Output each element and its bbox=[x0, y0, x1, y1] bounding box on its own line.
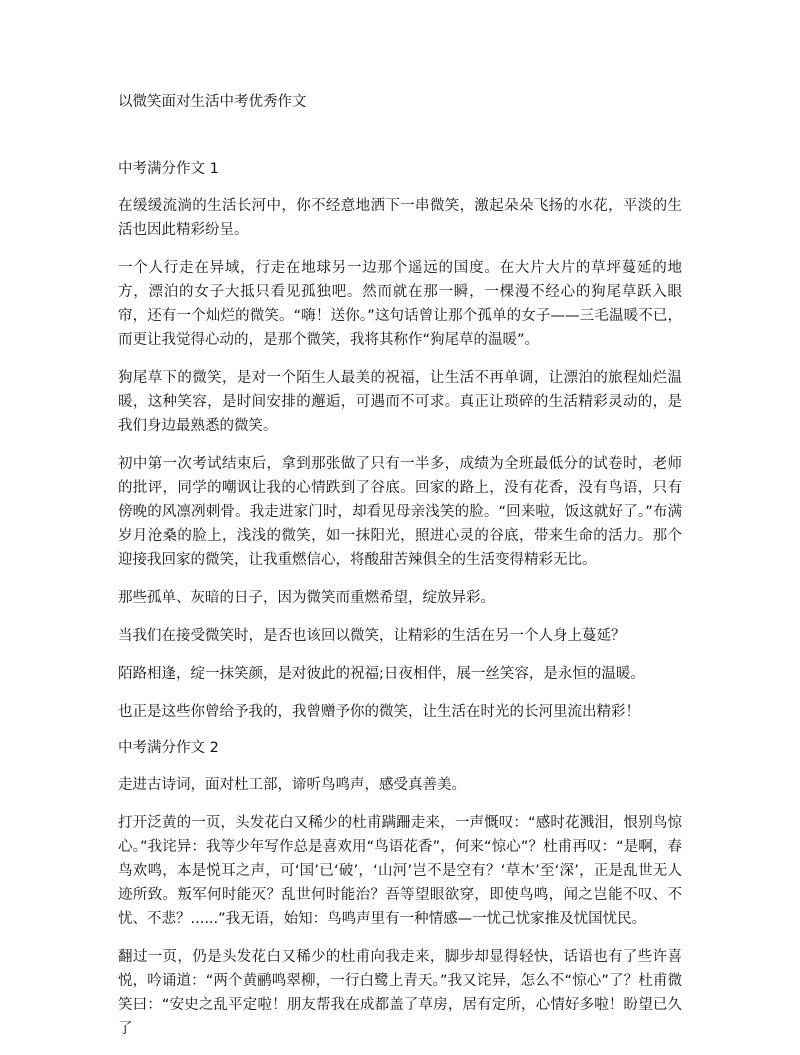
paragraph: 一个人行走在异域，行走在地球另一边那个遥远的国度。在大片大片的草坪蔓延的地方，漂泊的女子大抵只看见孤独吧。然而就在那一瞬，一棵漫不经心的狗尾草跃入眼帘，还有一个灿烂的微笑。“嗨！送你。”这句话曾让那个孤单的女子——三毛温暖不已，而更让我觉得心动的，是那个微笑，我将其称作“狗尾草的温暖”。 bbox=[118, 260, 682, 348]
section-heading: 中考满分作文 2 bbox=[118, 740, 219, 756]
paragraph: 那些孤单、灰暗的日子，因为微笑而重燃希望，绽放异彩。 bbox=[118, 590, 495, 606]
paragraph: 狗尾草下的微笑，是对一个陌生人最美的祝福，让生活不再单调，让漂泊的旅程灿烂温暖，这种笑容，是时间安排的邂逅，可遇而不可求。真正让琐碎的生活精彩灵动的，是我们身边最熟悉的微笑。 bbox=[118, 370, 682, 434]
paragraph: 当我们在接受微笑时，是否也该回以微笑，让精彩的生活在另一个人身上蔓延？ bbox=[118, 628, 626, 644]
document-body bbox=[118, 159, 682, 1055]
paragraph: 初中第一次考试结束后，拿到那张做了只有一半多，成绩为全班最低分的试卷时，老师的批评，同学的嘲讽让我的心情跌到了谷底。回家的路上，没有花香，没有鸟语，只有傍晚的风凛冽刺骨。我走进家门时，却看见母亲浅笑的脸。“回来啦，饭这就好了。”布满岁月沧桑的脸上，浅浅的微笑，如一抹阳光，照进心灵的谷底，带来生命的活力。那个迎接我回家的微笑，让我重燃信心，将酸甜苦辣俱全的生活变得精彩无比。 bbox=[118, 456, 682, 568]
paragraph: 也正是这些你曾给予我的，我曾赠予你的微笑，让生活在时光的长河里流出精彩！ bbox=[118, 704, 640, 720]
paragraph: 走进古诗词，面对杜工部，谛听鸟鸣声，感受真善美。 bbox=[118, 777, 466, 793]
paragraph: 在缓缓流淌的生活长河中，你不经意地洒下一串微笑，激起朵朵飞扬的水花，平淡的生活也因此精彩纷呈。 bbox=[118, 198, 682, 238]
essay-section-2 bbox=[118, 738, 682, 1041]
document-title: 以微笑面对生活中考优秀作文 bbox=[118, 94, 307, 110]
paragraph: 打开泛黄的一页，头发花白又稀少的杜甫蹒跚走来，一声慨叹：“感时花溅泪，恨别鸟惊心。”我诧异：我等少年写作总是喜欢用“鸟语花香”，何来“惊心”？杜甫再叹：“是啊，春鸟欢鸣，本是悦耳之声，可‘国’已‘破’，‘山河’岂不是空有？‘草木’至‘深’，正是乱世无人迹所致。叛军何时能灭？乱世何时能治？吾等望眼欲穿，即使鸟鸣，闻之岂能不叹、不忧、不悲？......”我无语，始知：鸟鸣声里有一种情感—一忧己忧家推及忧国忧民。 bbox=[118, 815, 682, 927]
paragraph: 翻过一页，仍是头发花白又稀少的杜甫向我走来，脚步却显得轻快，话语也有了些许喜悦，吟诵道：“两个黄鹂鸣翠柳，一行白鹭上青天。”我又诧异，怎么不“惊心”了？杜甫微笑曰：“安史之乱平定啦！朋友帮我在成都盖了草房，居有定所，心情好多啦！盼望已久了 bbox=[118, 949, 682, 1037]
section-heading: 中考满分作文 1 bbox=[118, 161, 219, 177]
paragraph: 陌路相逢，绽一抹笑颜，是对彼此的祝福;日夜相伴，展一丝笑容，是永恒的温暖。 bbox=[118, 666, 645, 682]
essay-section-1 bbox=[118, 159, 682, 724]
